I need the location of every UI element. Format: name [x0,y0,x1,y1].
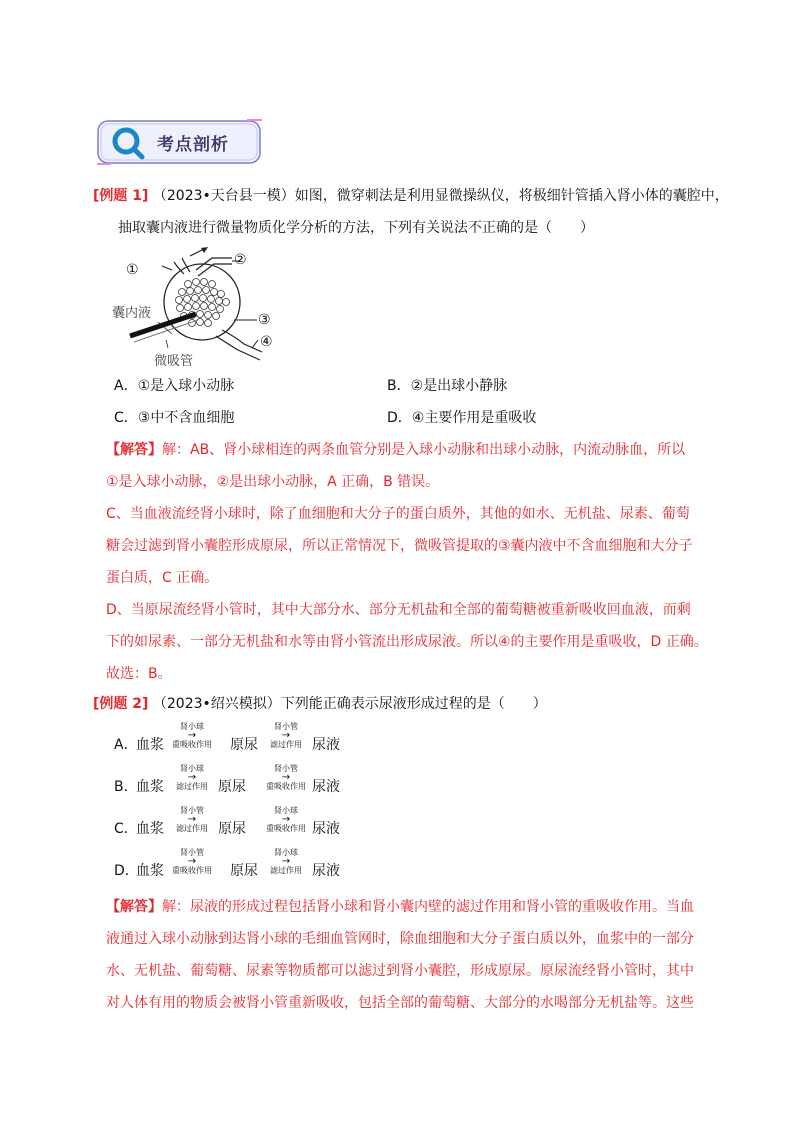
figure-label-2: ② [234,252,247,268]
flow-arrow: 肾小球 → 重吸收作用 [172,722,212,749]
example1-question-line2: 抽取囊内液进行微量物质化学分析的方法，下列有关说法不正确的是（ ） [118,220,594,236]
example1-option-a: A．①是入球小动脉 [114,378,235,394]
example1-option-d: D．④主要作用是重吸收 [387,410,537,426]
example2-question: [例题 2] （2023•绍兴模拟）下列能正确表示尿液形成过程的是（ ） [93,696,547,712]
flow-arrow: 肾小球 → 重吸收作用 [266,806,306,833]
example1-answer-line6: D、当原尿流经肾小管时，其中大部分水、部分无机盐和全部的葡萄糖被重新吸收回血液，而剩 [106,602,691,618]
example1-answer-line5: 蛋白质，C 正确。 [106,570,219,586]
example1-option-c: C．③中不含血细胞 [114,410,235,426]
example2-answer-line1: 【解答】解：尿液的形成过程包括肾小球和肾小囊内壁的滤过作用和肾小管的重吸收作用。当血 [106,899,694,915]
example1-answer-line4: 糖会过滤到肾小囊腔形成原尿，所以正常情况下，微吸管提取的③囊内液中不含血细胞和大分子 [106,538,693,554]
example2-answer-line4: 对人体有用的物质会被肾小管重新吸收，包括全部的葡萄糖、大部分的水喝部分无机盐等。这些 [106,995,694,1011]
figure-label-1: ① [126,262,139,278]
example2-answer-line2: 液通过入球小动脉到达肾小球的毛细血管网时，除血细胞和大分子蛋白质以外，血浆中的一部分 [106,931,694,947]
flow-arrow: 肾小球 → 滤过作用 [176,764,208,791]
example2-option-b: B． 血浆 肾小球 → 滤过作用 原尿 肾小管 → 重吸收作用 尿液 [114,764,340,795]
example1-answer-line8: 故选：B。 [106,666,172,682]
example2-option-a: A． 血浆 肾小球 → 重吸收作用 原尿 肾小管 → 滤过作用 尿液 [114,722,340,753]
figure-label-3: ③ [258,312,271,328]
figure-label-capsule-fluid: 囊内液 [112,306,152,321]
flow-arrow: 肾小球 → 滤过作用 [270,848,302,875]
section-header [97,118,262,166]
example1-option-b: B．②是出球小静脉 [387,378,508,394]
example2-answer-line3: 水、无机盐、葡萄糖、尿素等物质都可以滤过到肾小囊腔，形成原尿。原尿流经肾小管时，其中 [106,963,694,979]
section-title: 考点剖析 [157,135,229,155]
example2-option-d: D． 血浆 肾小管 → 重吸收作用 原尿 肾小球 → 滤过作用 尿液 [114,848,340,879]
flow-arrow: 肾小管 → 重吸收作用 [172,848,212,875]
example1-answer-line3: C、当血液流经肾小球时，除了血细胞和大分子的蛋白质外，其他的如水、无机盐、尿素、葡萄 [106,506,690,522]
example2-tag: [例题 2] [93,696,149,712]
example2-option-c: C． 血浆 肾小管 → 滤过作用 原尿 肾小球 → 重吸收作用 尿液 [114,806,340,837]
example1-tag: [例题 1] [93,188,149,204]
example1-answer-line2: ①是入球小动脉，②是出球小动脉，A 正确，B 错误。 [106,474,440,490]
example1-question-line1: [例题 1] （2023•天台县一模）如图，微穿刺法是利用显微操纵仪，将极细针管插入肾小体的囊腔中， [93,188,729,204]
figure-label-4: ④ [260,334,273,350]
kidney-capsule-figure [112,240,282,370]
example1-answer-line1: 【解答】解：AB、肾小球相连的两条血管分别是入球小动脉和出球小动脉，内流动脉血，所以 [106,442,686,458]
example1-answer-line7: 下的如尿素、一部分无机盐和水等由肾小管流出形成尿液。所以④的主要作用是重吸收，D 正确。 [106,634,708,650]
flow-arrow: 肾小管 → 滤过作用 [176,806,208,833]
figure-label-micro-tube: 微吸管 [154,354,194,369]
flow-arrow: 肾小管 → 滤过作用 [270,722,302,749]
flow-arrow: 肾小管 → 重吸收作用 [266,764,306,791]
